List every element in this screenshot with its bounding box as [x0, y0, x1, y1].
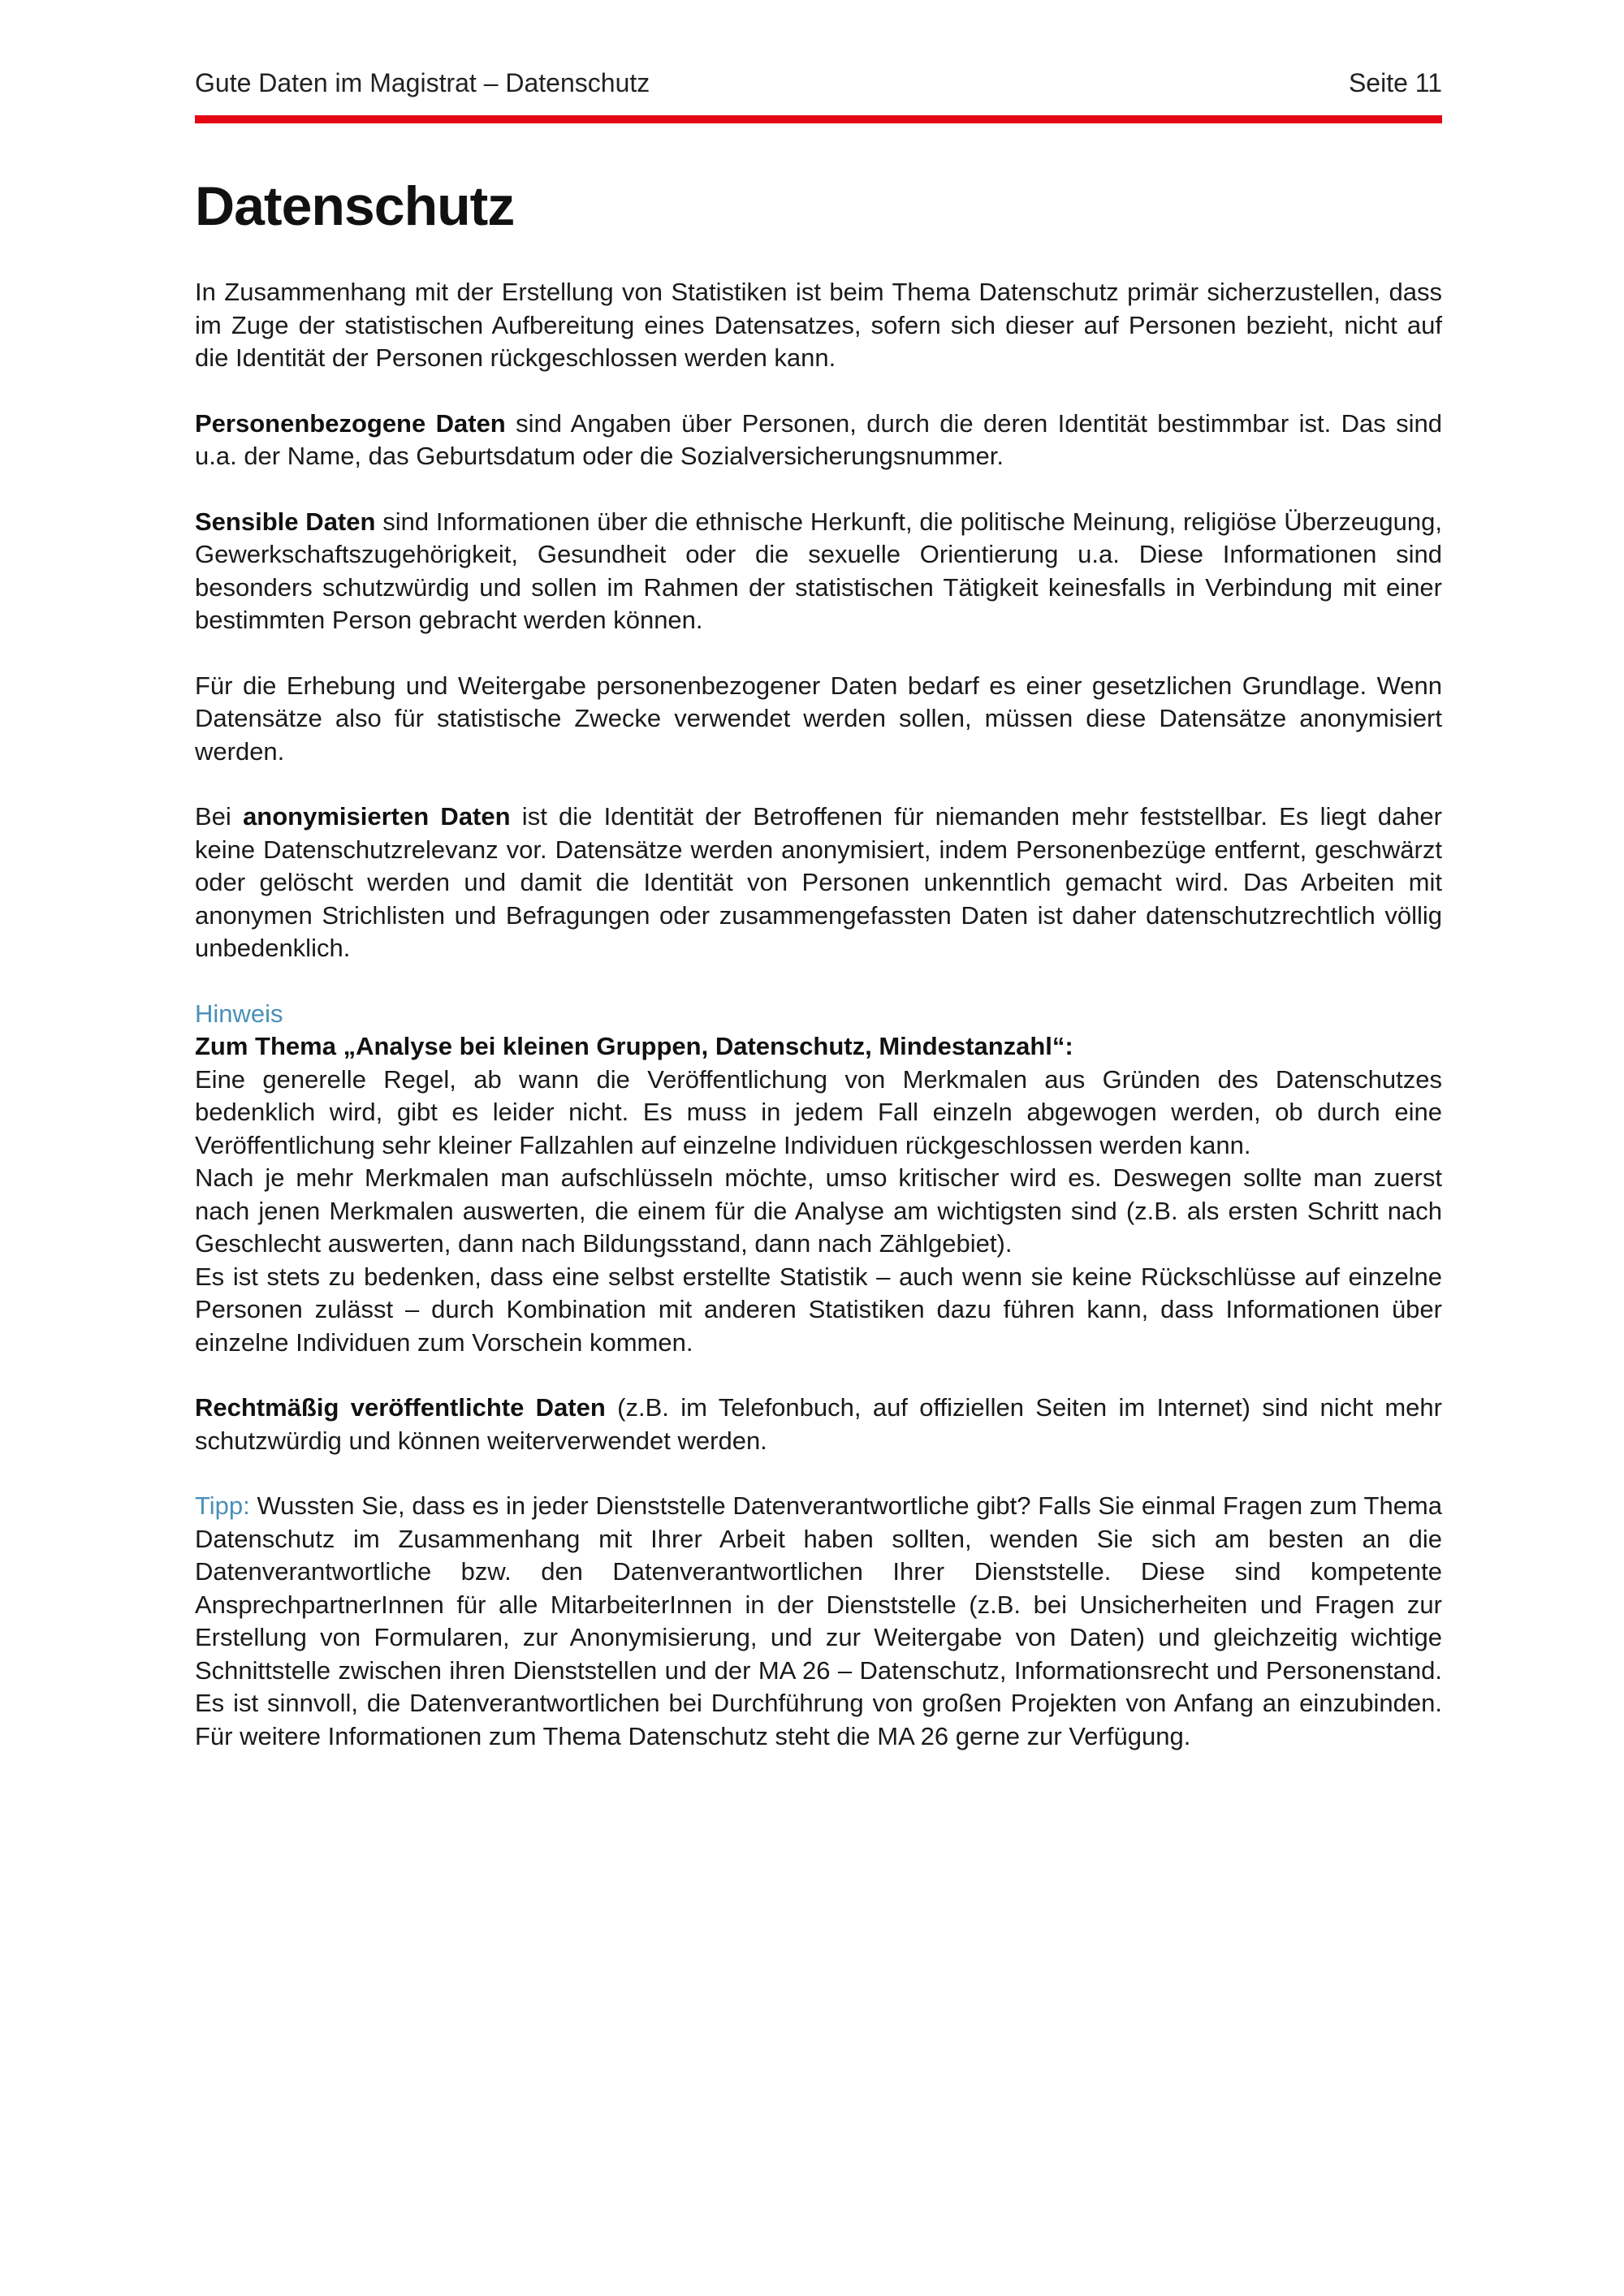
hint-paragraph-2: Nach je mehr Merkmalen man aufschlüsseln möchte, umso kritischer wird es. Deswegen sollte man zuerst nach jenen Merkmalen auswerten, die einem für die Analyse am wichtigsten sind (z.B. als ersten Schritt nach Geschlecht auswerten, dann nach Bildungsstand, dann nach Zählgebiet). — [195, 1163, 1442, 1258]
anonymized-data-term: anonymisierten Daten — [243, 802, 511, 831]
sensitive-data-paragraph — [195, 506, 1442, 637]
collection-paragraph: Für die Erhebung und Weitergabe personenbezogener Daten bedarf es einer gesetzlichen Grundlage. Wenn Datensätze also für statistische Zwecke verwendet werden sollen, müssen diese Datensätze anonymisiert werden. — [195, 671, 1442, 766]
anonymized-data-text: ist die Identität der Betroffenen für niemanden mehr feststellbar. Es liegt daher keine Datenschutzrelevanz vor. Datensätze werden anonymisiert, indem Personenbezüge entfernt, geschwärzt oder gelöscht werden und damit die Identität von Personen unkenntlich gemacht wird. Das Arbeiten mit anonymen Strichlisten und Befragungen oder zusammengefassten Daten ist daher datenschutzrechtlich völlig unbedenklich. — [195, 802, 1442, 962]
tip-text: Wussten Sie, dass es in jeder Dienststelle Datenverantwortliche gibt? Falls Sie einmal Fragen zum Thema Datenschutz im Zusammenhang mit Ihrer Arbeit haben sollten, wenden Sie sich am besten an die Datenverantwortliche bzw. den Datenverantwortlichen Ihrer Dienststelle. Diese sind kompetente AnsprechpartnerInnen für alle MitarbeiterInnen in der Dienststelle (z.B. bei Unsicherheiten und Fragen zur Erstellung von Formularen, zur Anonymisierung, und zur Weitergabe von Daten) und gleichzeitig wichtige Schnittstelle zwischen ihren Dienststellen und der MA 26 – Datenschutz, Informationsrecht und Personenstand. Es ist sinnvoll, die Datenverantwortlichen bei Durchführung von großen Projekten von Anfang an einzubinden. Für weitere Informationen zum Thema Datenschutz steht die MA 26 gerne zur Verfügung. — [195, 1491, 1442, 1750]
page-number: Seite 11 — [1348, 68, 1442, 97]
page-header — [195, 68, 1442, 98]
tip-label: Tipp: — [195, 1491, 250, 1520]
anonymized-prefix: Bei — [195, 802, 244, 831]
lawful-data-text: (z.B. im Telefonbuch, auf offiziellen Seiten im Internet) sind nicht mehr schutzwürdig und können weiterverwendet werden. — [195, 1393, 1442, 1455]
intro-paragraph: In Zusammenhang mit der Erstellung von Statistiken ist beim Thema Datenschutz primär sicherzustellen, dass im Zuge der statistischen Aufbereitung eines Datensatzes, sofern sich dieser auf Personen bezieht, nicht auf die Identität der Personen rückgeschlossen werden kann. — [195, 278, 1442, 372]
main-content — [195, 174, 1442, 1785]
hint-label: Hinweis — [195, 999, 283, 1028]
lawful-data-paragraph — [195, 1392, 1442, 1457]
sensitive-data-term: Sensible Daten — [195, 507, 376, 536]
personal-data-text: sind Angaben über Personen, durch die deren Identität bestimmbar ist. Das sind u.a. der Name, das Geburtsdatum oder die Sozialversicherungsnummer. — [195, 408, 1442, 470]
lawful-data-term: Rechtmäßig veröffentlichte Daten — [195, 1393, 606, 1422]
hint-box — [195, 998, 1442, 1360]
header-title: Gute Daten im Magistrat – Datenschutz — [195, 68, 650, 97]
personal-data-term: Personenbezogene Daten — [195, 408, 506, 438]
hint-paragraph-1: Eine generelle Regel, ab wann die Veröffentlichung von Merkmalen aus Gründen des Datenschutzes bedenklich wird, gibt es leider nicht. Es muss in jedem Fall einzeln abgewogen werden, ob durch eine Veröffentlichung sehr kleiner Fallzahlen auf einzelne Individuen rückgeschlossen werden kann. — [195, 1064, 1442, 1159]
personal-data-paragraph — [195, 408, 1442, 473]
page-title: Datenschutz — [195, 175, 515, 237]
hint-title: Zum Thema „Analyse bei kleinen Gruppen, Datenschutz, Mindestanzahl“: — [195, 1032, 1073, 1060]
sensitive-data-text: sind Informationen über die ethnische Herkunft, die politische Meinung, religiöse Überzeugung, Gewerkschaftszugehörigkeit, Gesundheit oder die sexuelle Orientierung u.a. Diese Informationen sind besonders schutzwürdig und sollen im Rahmen der statistischen Tätigkeit keinesfalls in Verbindung mit einer bestimmten Person gebracht werden können. — [195, 507, 1442, 634]
header-divider — [195, 115, 1442, 123]
anonymized-data-paragraph — [195, 801, 1442, 965]
tip-paragraph — [195, 1490, 1442, 1753]
hint-paragraph-3: Es ist stets zu bedenken, dass eine selbst erstellte Statistik – auch wenn sie keine Rückschlüsse auf einzelne Personen zulässt – durch Kombination mit anderen Statistiken dazu führen kann, dass Informationen über einzelne Individuen zum Vorschein kommen. — [195, 1262, 1442, 1357]
